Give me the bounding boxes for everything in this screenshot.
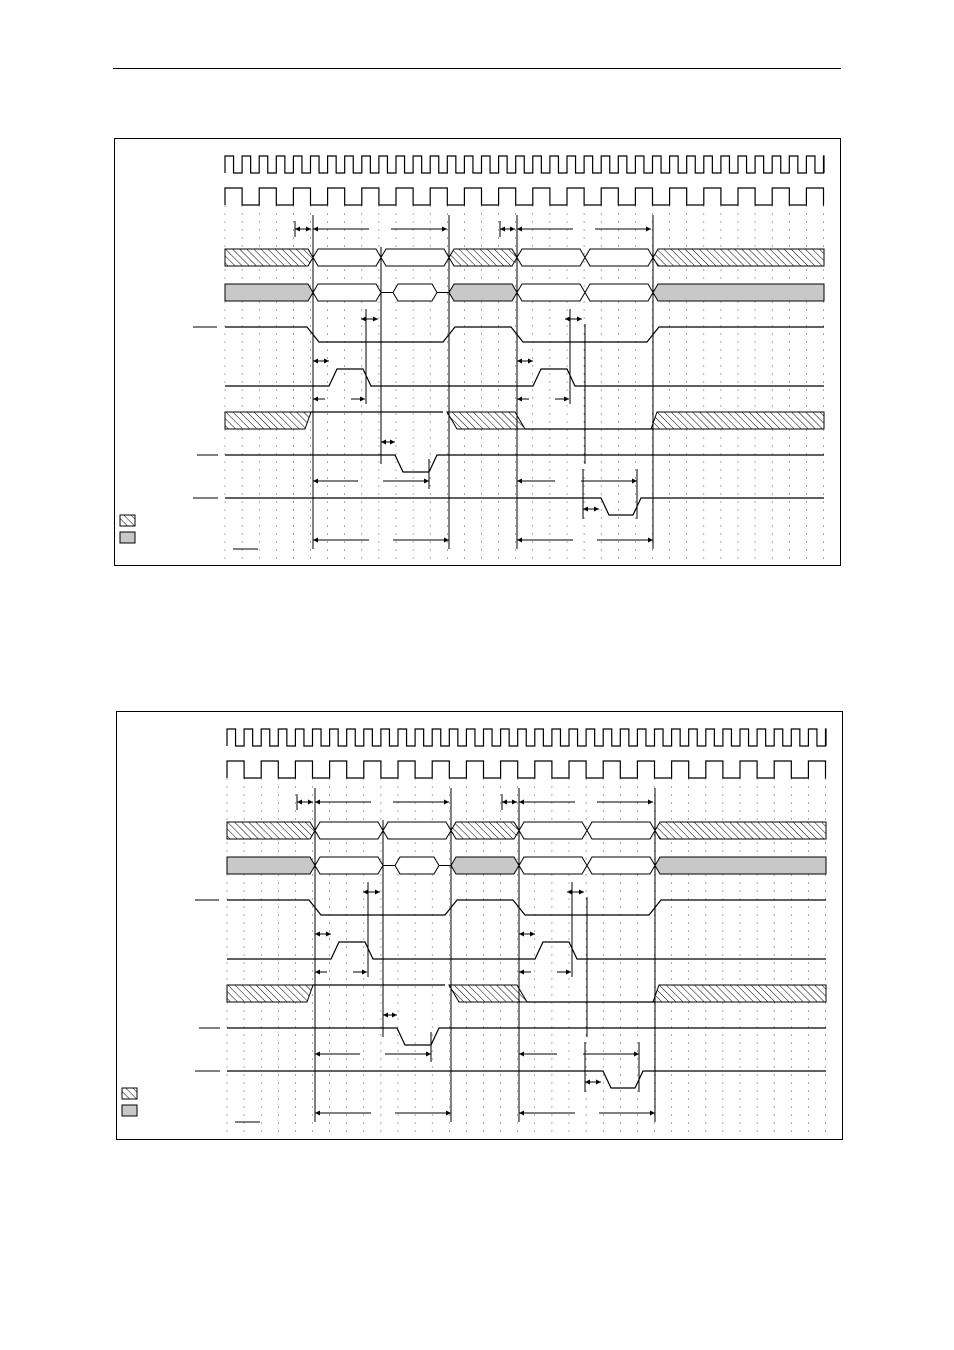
data-bus-valid — [519, 857, 587, 874]
slow-clock-waveform — [227, 761, 826, 778]
drive-window-invalid — [225, 412, 311, 429]
strobe-2-width-arrow-head-left — [519, 970, 524, 975]
drive-window-invalid — [449, 985, 527, 1002]
timing-diagram-1 — [115, 139, 842, 567]
strobe-1-hold-arrow-head-right — [375, 890, 380, 895]
timing-arrow-e-head-left — [519, 800, 524, 805]
strobe-3-width-arrow-head-left — [315, 1052, 320, 1057]
strobe-2-setup-arrow-head-right — [326, 932, 331, 937]
timing-arrow-e-head-left — [517, 227, 522, 232]
strobe-3-width-arrow-head-left — [519, 1052, 524, 1057]
strobe-3-width-arrow-head-left — [517, 479, 522, 484]
timing-arrow-b-head-left — [313, 227, 318, 232]
strobe-2-width-arrow-head-left — [315, 970, 320, 975]
data-bus-float — [653, 284, 824, 301]
address-bus-valid — [315, 822, 383, 839]
header-rule — [113, 68, 841, 69]
timing-arrow-d-head-left — [502, 800, 507, 805]
cycle-arrow-head-left — [313, 538, 318, 543]
timing-arrow-c-head-right — [442, 227, 447, 232]
legend-gray-swatch — [122, 1105, 137, 1116]
timing-arrow-a-head-left — [295, 227, 300, 232]
strobe-2-setup-arrow-head-left — [517, 359, 522, 364]
data-bus-valid — [585, 284, 653, 301]
cycle-arrow-head-left — [315, 1111, 320, 1116]
strobe-3-setup-arrow-head-right — [392, 1013, 397, 1018]
address-bus-invalid — [653, 249, 824, 266]
cycle-arrow-head-left — [517, 538, 522, 543]
address-bus-invalid — [449, 249, 517, 266]
strobe-1-waveform — [227, 900, 826, 915]
strobe-2-setup-arrow-head-right — [528, 359, 533, 364]
timing-arrow-d-head-right — [512, 800, 517, 805]
address-bus-invalid — [227, 822, 315, 839]
strobe-2-width-arrow-head-right — [566, 970, 571, 975]
strobe-1-hold-arrow-head-left — [567, 890, 572, 895]
address-bus-valid — [587, 822, 655, 839]
strobe-3-width-arrow-head-right — [632, 479, 637, 484]
drive-window-invalid — [447, 412, 525, 429]
strobe-3-width-arrow-head-right — [426, 1052, 431, 1057]
timing-diagram-panel-1 — [114, 138, 841, 566]
address-bus-valid — [519, 822, 587, 839]
strobe-2-width-arrow-head-right — [564, 397, 569, 402]
drive-window-invalid — [653, 985, 826, 1002]
strobe-1-hold-arrow-head-right — [577, 317, 582, 322]
strobe-3-waveform — [225, 455, 824, 472]
strobe-2-setup-arrow-head-left — [315, 932, 320, 937]
timing-arrow-a-head-left — [297, 800, 302, 805]
drive-window-invalid — [227, 985, 313, 1002]
drive-window-invalid — [651, 412, 824, 429]
data-bus-valid — [393, 284, 437, 301]
address-bus-valid — [313, 249, 381, 266]
address-bus-invalid — [451, 822, 519, 839]
strobe-2-setup-arrow-head-left — [519, 932, 524, 937]
legend-gray-swatch — [120, 532, 135, 543]
strobe-3-width-arrow-head-right — [634, 1052, 639, 1057]
strobe-4-setup-arrow-head-left — [585, 1080, 590, 1085]
data-bus-float — [449, 284, 517, 301]
legend-hatched-swatch — [122, 1088, 137, 1099]
timing-arrow-d-head-right — [510, 227, 515, 232]
strobe-1-hold-arrow-head-left — [565, 317, 570, 322]
address-bus-valid — [517, 249, 585, 266]
cycle-arrow-head-right — [446, 1111, 451, 1116]
strobe-2-width-arrow-head-left — [313, 397, 318, 402]
data-bus-float — [225, 284, 313, 301]
timing-diagram-panel-2 — [116, 711, 843, 1140]
strobe-2-waveform — [225, 369, 824, 386]
strobe-3-setup-arrow-head-left — [383, 1013, 388, 1018]
data-bus-float — [655, 857, 826, 874]
data-bus-valid — [395, 857, 439, 874]
strobe-2-width-arrow-head-left — [517, 397, 522, 402]
address-bus-valid — [383, 822, 451, 839]
data-bus-valid — [517, 284, 585, 301]
fast-clock-waveform — [225, 156, 824, 173]
strobe-4-setup-arrow-head-right — [596, 1080, 601, 1085]
address-bus-invalid — [225, 249, 313, 266]
fast-clock-waveform — [227, 729, 826, 746]
timing-arrow-f-head-right — [648, 800, 653, 805]
strobe-3-setup-arrow-head-right — [390, 440, 395, 445]
strobe-3-waveform — [227, 1028, 826, 1045]
timing-diagram-2 — [117, 712, 844, 1141]
address-bus-valid — [585, 249, 653, 266]
strobe-1-hold-arrow-head-right — [373, 317, 378, 322]
data-bus-float — [451, 857, 519, 874]
strobe-2-setup-arrow-head-right — [324, 359, 329, 364]
timing-arrow-f-head-right — [646, 227, 651, 232]
data-bus-valid — [315, 857, 383, 874]
strobe-2-width-arrow-head-right — [362, 970, 367, 975]
strobe-2-setup-arrow-head-right — [530, 932, 535, 937]
strobe-4-setup-arrow-head-left — [583, 507, 588, 512]
strobe-4-waveform — [227, 1071, 826, 1088]
strobe-4-waveform — [225, 498, 824, 515]
cycle-arrow-head-right — [444, 538, 449, 543]
strobe-3-width-arrow-head-right — [424, 479, 429, 484]
address-bus-valid — [381, 249, 449, 266]
address-bus-invalid — [655, 822, 826, 839]
strobe-2-waveform — [227, 942, 826, 959]
data-bus-float — [227, 857, 315, 874]
slow-clock-waveform — [225, 188, 824, 205]
timing-arrow-d-head-left — [500, 227, 505, 232]
cycle-arrow-head-left — [519, 1111, 524, 1116]
legend-hatched-swatch — [120, 515, 135, 526]
strobe-3-width-arrow-head-left — [313, 479, 318, 484]
timing-arrow-c-head-right — [444, 800, 449, 805]
strobe-1-waveform — [225, 327, 824, 342]
strobe-3-setup-arrow-head-left — [381, 440, 386, 445]
data-bus-valid — [313, 284, 381, 301]
strobe-2-setup-arrow-head-left — [313, 359, 318, 364]
strobe-1-hold-arrow-head-right — [579, 890, 584, 895]
strobe-4-setup-arrow-head-right — [594, 507, 599, 512]
strobe-2-width-arrow-head-right — [360, 397, 365, 402]
data-bus-valid — [587, 857, 655, 874]
timing-arrow-b-head-left — [315, 800, 320, 805]
